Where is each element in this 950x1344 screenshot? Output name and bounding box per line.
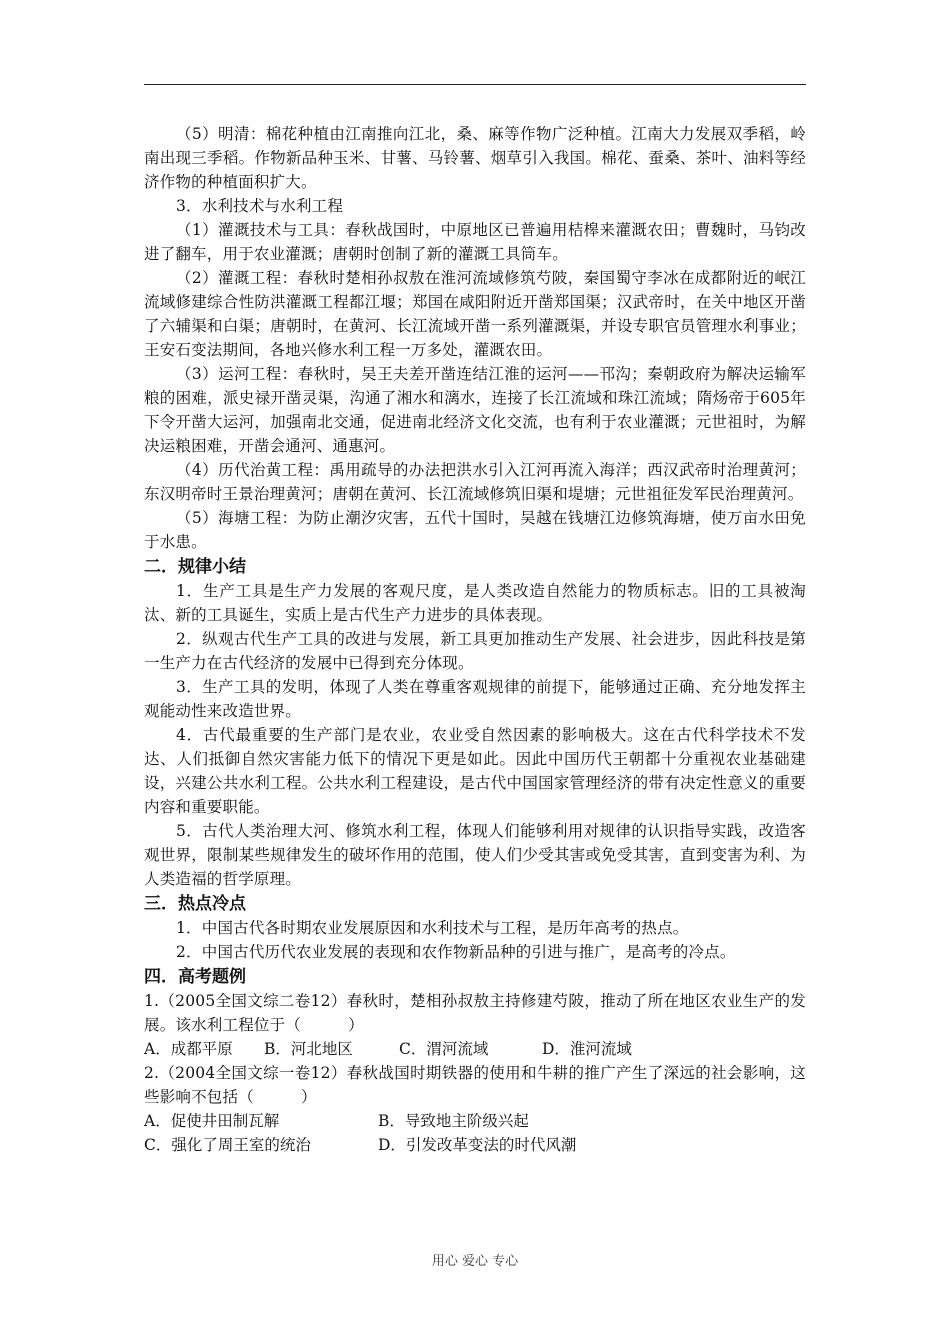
question-2-options-row-1 <box>144 1109 806 1133</box>
question-2-options-row-2 <box>144 1133 806 1157</box>
paragraph-ming-qing: （5）明清：棉花种植由江南推向江北，桑、麻等作物广泛种植。江南大力发展双季稻，岭南出现三季稻。作物新品种玉米、甘薯、马铃薯、烟草引入我国。棉花、蚕桑、茶叶、油料等经济作物的种植面积扩大。 <box>144 125 806 191</box>
paragraph-irrigation-tools: （1）灌溉技术与工具：春秋战国时，中原地区已普遍用桔槔来灌溉农田；曹魏时，马钧改进了翻车，用于农业灌溉；唐朝时创制了新的灌溉工具筒车。 <box>144 221 806 263</box>
question-2: 2.（2004全国文综一卷12）春秋战国时期铁器的使用和牛耕的推广产生了深远的社会影响，这些影响不包括（ ） <box>144 1064 806 1106</box>
paragraph-yellow-river: （4）历代治黄工程：禹用疏导的办法把洪水引入江河再流入海洋；西汉武帝时治理黄河；东汉明帝时王景治理黄河；唐朝在黄河、长江流域修筑旧渠和堤塘；元世祖征发军民治理黄河。 <box>144 461 806 503</box>
header-rule <box>144 84 806 85</box>
question-2-option-a: A．促使井田制瓦解 <box>144 1112 280 1130</box>
question-1-option-d: D．淮河流域 <box>542 1040 632 1058</box>
question-1: 1.（2005全国文综二卷12）春秋时，楚相孙叔敖主持修建芍陂，推动了所在地区农业生产的发展。该水利工程位于（ ） <box>144 992 806 1034</box>
question-1-option-a: A．成都平原 <box>144 1040 233 1058</box>
paragraph-hotspot: 1．中国古代各时期农业发展原因和水利技术与工程，是历年高考的热点。 <box>176 919 689 937</box>
paragraph-irrigation-projects: （2）灌溉工程：春秋时楚相孙叔敖在淮河流域修筑芍陂，秦国蜀守李冰在成都附近的岷江流域修建综合性防洪灌溉工程都江堰；郑国在咸阳附近开凿郑国渠；汉武帝时，在关中地区开凿了六辅渠和白渠；唐朝时，在黄河、长江流域开凿一系列灌溉渠，并设专职官员管理水利事业；王安石变法期间，各地兴修水利工程一万多处，灌溉农田。 <box>144 269 806 359</box>
question-2-option-c: C．强化了周王室的统治 <box>144 1136 311 1154</box>
document-body <box>144 122 806 1157</box>
paragraph-coldspot: 2．中国古代历代农业发展的表现和农作物新品种的引进与推广，是高考的冷点。 <box>176 943 736 961</box>
paragraph-summary-2: 2．纵观古代生产工具的改进与发展，新工具更加推动生产发展、社会进步，因此科技是第一生产力在古代经济的发展中已得到充分体现。 <box>144 630 806 672</box>
paragraph-summary-1: 1．生产工具是生产力发展的客观尺度，是人类改造自然能力的物质标志。旧的工具被淘汰、新的工具诞生，实质上是古代生产力进步的具体表现。 <box>144 582 806 624</box>
subheading-water-conservancy: 3．水利技术与水利工程 <box>176 197 344 215</box>
paragraph-summary-3: 3．生产工具的发明，体现了人类在尊重客观规律的前提下，能够通过正确、充分地发挥主观能动性来改造世界。 <box>144 678 806 720</box>
paragraph-summary-5: 5．古代人类治理大河、修筑水利工程，体现人们能够利用对规律的认识指导实践，改造客观世界，限制某些规律发生的破坏作用的范围，使人们少受其害或免受其害，直到变害为利、为人类造福的哲学原理。 <box>144 822 806 888</box>
paragraph-summary-4: 4．古代最重要的生产部门是农业，农业受自然因素的影响极大。这在古代科学技术不发达、人们抵御自然灾害能力低下的情况下更是如此。因此中国历代王朝都十分重视农业基础建设，兴建公共水利工程。公共水利工程建设，是古代中国国家管理经济的带有决定性意义的重要内容和重要职能。 <box>144 726 806 816</box>
question-2-option-b: B．导致地主阶级兴起 <box>378 1112 529 1130</box>
question-1-option-b: B．河北地区 <box>264 1040 353 1058</box>
paragraph-seawall: （5）海塘工程：为防止潮汐灾害，五代十国时，吴越在钱塘江边修筑海塘，使万亩水田免于水患。 <box>144 509 806 551</box>
section-heading-hotspots: 三．热点冷点 <box>144 894 246 914</box>
section-heading-summary: 二．规律小结 <box>144 557 246 577</box>
section-heading-exam-questions: 四．高考题例 <box>144 967 246 987</box>
question-1-option-c: C．渭河流域 <box>399 1040 489 1058</box>
paragraph-canal-projects: （3）运河工程：春秋时，吴王夫差开凿连结江淮的运河——邗沟；秦朝政府为解决运输军粮的困难，派史禄开凿灵渠，沟通了湘水和漓水，连接了长江流域和珠江流域；隋炀帝于605年下令开凿大运河，加强南北交通，促进南北经济文化交流，也有利于农业灌溉；元世祖时，为解决运粮困难，开凿会通河、通惠河。 <box>144 365 806 455</box>
question-2-option-d: D．引发改革变法的时代风潮 <box>378 1136 577 1154</box>
page-footer: 用心 爱心 专心 <box>431 1254 519 1269</box>
question-1-options <box>144 1037 806 1061</box>
